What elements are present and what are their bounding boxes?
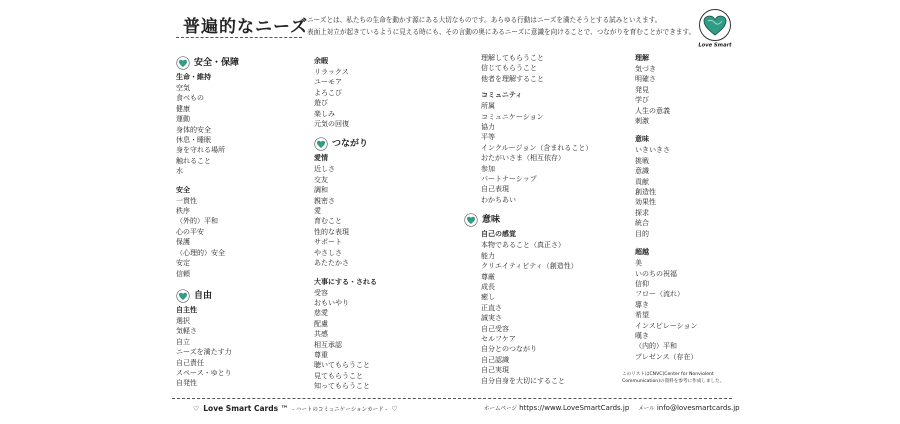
group-heading: 理解 [635,54,649,62]
need-item: （内的）平和 [635,342,677,351]
heart-globe-icon [464,213,478,227]
need-item: 導き [635,300,649,309]
need-item: 探求 [635,208,649,217]
need-item: 嘆き [635,331,649,340]
group-heading: 愛情 [314,154,328,163]
need-item: 人生の意義 [635,106,670,115]
need-item: ニーズを満たす力 [176,348,232,357]
need-item: インクルージョン（含まれること） [481,143,593,152]
need-item: 近しさ [314,165,335,174]
need-item: 本物であること（真正さ） [481,241,565,250]
need-item: 美 [635,259,642,268]
need-item: 刺激 [635,117,649,126]
category-label: 自由 [194,290,213,301]
category-anzen-hosho [176,56,306,70]
need-item: 自己受容 [481,324,509,333]
group-heading: コミュニティ [481,91,523,100]
need-item: サポート [314,238,342,247]
need-item: 健康 [176,104,190,113]
need-item: スペース・ゆとり [176,368,232,377]
group-heading: 自主性 [176,305,197,314]
need-item: 信じてもらうこと [481,64,537,73]
logo-text: Love Smart [698,42,732,49]
need-item: 創造性 [635,188,656,197]
need-item: 休息・睡眠 [176,136,211,145]
page-title: 普遍的なニーズ [183,17,309,37]
category-label: 意味 [482,215,501,226]
need-item: 身体的安全 [176,125,211,134]
need-item: 自己表現 [481,185,509,194]
need-item: 学び [635,96,649,105]
title-underline [176,37,302,38]
group-heading: 安全 [176,185,190,194]
need-item: （外的）平和 [176,217,218,226]
need-item: 親密さ [314,196,335,205]
heart-outline-icon: ♡ [193,404,200,413]
need-item: 明確さ [635,75,656,84]
need-item: リラックス [314,68,349,76]
need-item: 理解してもらうこと [481,54,544,62]
need-item: 意識 [635,167,649,176]
heart-globe-icon [314,137,328,151]
need-item: 水 [176,167,183,176]
need-item: おもいやり [314,298,349,307]
needs-column-2 [314,56,454,392]
need-item: 知ってもらうこと [314,382,370,391]
need-item: 共感 [314,330,328,339]
footer-brand [193,404,398,413]
need-item: セルフケア [481,334,516,343]
need-item: 気づき [635,65,656,73]
need-item: インスピレーション [635,321,698,330]
mail-label: メール [638,406,655,412]
group-heading: 意味 [635,135,649,144]
need-item: パートナーシップ [481,175,537,184]
need-item: 愛 [314,207,321,216]
needs-column-1 [176,56,306,389]
need-item: 正直さ [481,303,502,312]
need-item: 運動 [176,115,190,124]
need-item: 平等 [481,133,495,142]
need-item: 自発性 [176,379,197,388]
intro-line-2: 表面上対立が起きているように見える時にも、その言動の奥にあるニーズに意識を向けることで、つながりを育むことができます。 [307,28,696,36]
need-item: 目的 [635,229,649,238]
need-item: 自分自身を大切にすること [481,376,565,385]
need-item: 保護 [176,238,190,247]
category-tsunagari [314,137,454,151]
need-item: 挑戦 [635,156,649,165]
need-item: 見てもらうこと [314,371,363,380]
need-item: 協力 [481,123,495,132]
need-item: 貢献 [635,177,649,186]
need-item: 自己実現 [481,366,509,375]
need-item: 成長 [481,282,495,291]
need-item: 統合 [635,219,649,228]
need-item: クリエイティビティ（創造性） [481,262,578,271]
need-item: 聴いてもらうこと [314,361,370,370]
need-item: わかちあい [481,195,516,204]
group-heading: 自己の感覚 [481,230,516,239]
homepage-link[interactable]: https://www.LoveSmartCards.jp [519,404,630,412]
need-item: 自己責任 [176,358,204,367]
need-item: 希望 [635,311,649,320]
footer-divider [172,398,732,399]
need-item: 触れること [176,156,211,165]
intro-line-1: ニーズとは、私たちの生命を動かす源にある大切なものです。あらゆる行動はニーズを満たそうとする試みといえます。 [307,16,662,24]
category-jiyu [176,289,306,303]
needs-column-3 [464,53,614,386]
need-item: 尊重 [314,350,328,359]
source-credit: このリストはCNVC(Center for Nonviolent Communication)の資料を参考に作成しました。 [622,372,725,384]
mail-link[interactable]: info@lovesmartcards.jp [656,404,740,412]
need-item: 発見 [635,85,649,94]
need-item: 効果性 [635,198,656,207]
need-item: あたたかさ [314,259,349,268]
need-item: 心の平安 [176,227,204,236]
need-item: フロー（流れ） [635,290,684,299]
need-item: おたがいさま（相互依存） [481,154,565,163]
needs-column-4 [635,53,745,362]
need-item: いのちの祝福 [635,269,677,278]
need-item: 自分とのつながり [481,345,537,354]
need-item: 性的な表現 [314,227,349,236]
category-label: つながり [332,139,369,150]
need-item: 能力 [481,251,495,260]
need-item: 気軽さ [176,327,197,336]
need-item: ユーモア [314,78,342,87]
need-item: 他者を理解すること [481,74,544,83]
need-item: 楽しみ [314,109,335,118]
need-item: 配慮 [314,319,328,328]
brand-name: Love Smart Cards ™ [203,404,289,413]
group-heading: 余暇 [314,57,328,65]
need-item: 信仰 [635,279,649,288]
category-label: 安全・保障 [194,57,240,68]
need-item: 自己認識 [481,355,509,364]
heart-globe-icon [176,56,190,70]
need-item: コミュニケーション [481,112,544,121]
group-heading: 超越 [635,248,649,257]
need-item: 秩序 [176,207,190,216]
need-item: （心理的）安全 [176,248,225,257]
footer-contact [484,404,740,412]
need-item: 育むこと [314,217,342,226]
group-heading: 大事にする・される [314,277,377,286]
group-heading: 生命・維持 [176,73,211,81]
need-item: 空気 [176,84,190,92]
love-smart-logo [697,8,733,50]
need-item: 参加 [481,164,495,173]
brand-tagline: - ハートのコミュニケーションカード - [292,406,388,413]
need-item: 信頼 [176,269,190,278]
heart-outline-icon: ♡ [391,404,398,413]
need-item: 自立 [176,337,190,346]
need-item: 調和 [314,186,328,195]
need-item: 慈愛 [314,309,328,318]
need-item: 尊厳 [481,272,495,281]
need-item: 身を守れる場所 [176,146,225,155]
need-item: 一貫性 [176,196,197,205]
need-item: 交友 [314,175,328,184]
need-item: よろこび [314,88,342,97]
need-item: 食べもの [176,94,204,103]
need-item: 所属 [481,102,495,111]
need-item: 癒し [481,293,495,302]
need-item: 遊び [314,99,328,108]
need-item: 元気の回復 [314,120,349,129]
need-item: やさしさ [314,248,342,257]
intro-text [307,14,707,38]
need-item: いきいきさ [635,146,670,155]
homepage-label: ホームページ [484,406,517,412]
need-item: 安定 [176,259,190,268]
need-item: 誠実さ [481,314,502,323]
need-item: 選択 [176,316,190,325]
need-item: プレゼンス（存在） [635,352,698,361]
need-item: 受容 [314,288,328,297]
category-imi [464,213,614,227]
need-item: 相互承認 [314,340,342,349]
heart-globe-icon [176,289,190,303]
